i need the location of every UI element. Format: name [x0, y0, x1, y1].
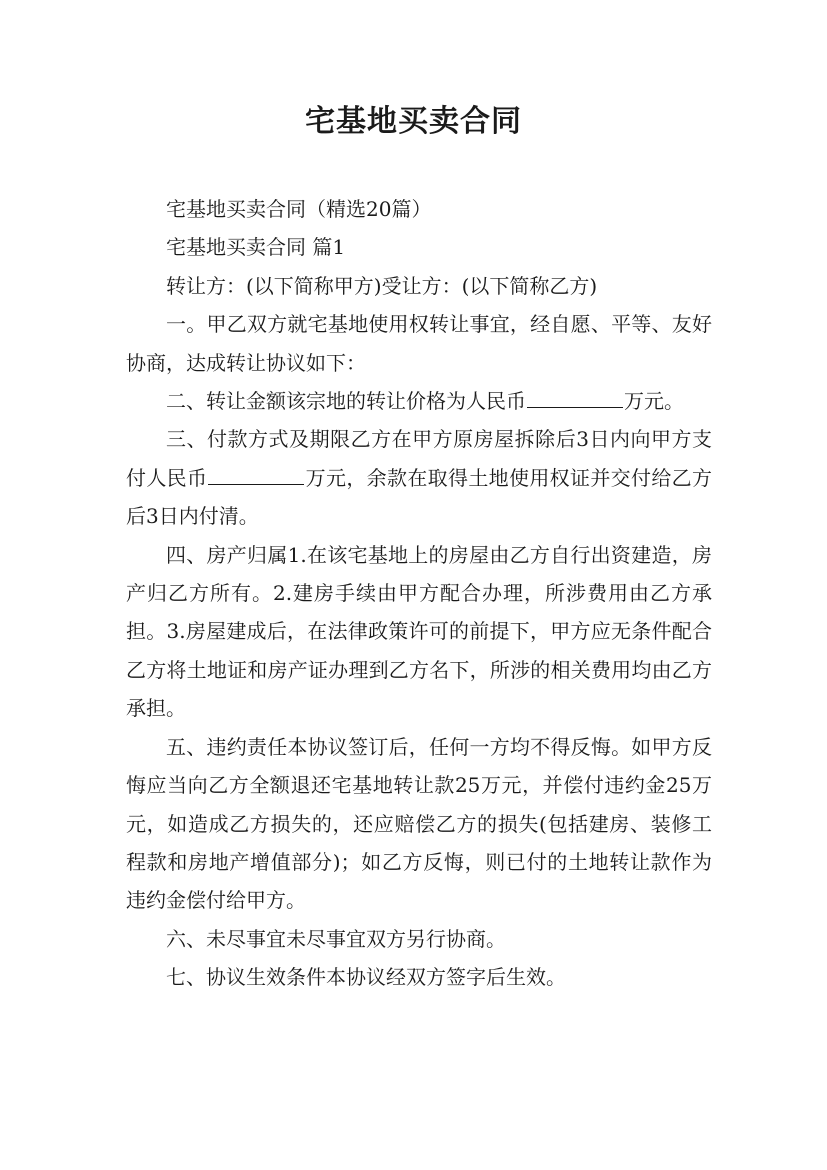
document-title: 宅基地买卖合同: [305, 104, 522, 139]
paragraph-clause-1: 一。甲乙双方就宅基地使用权转让事宜，经自愿、平等、友好协商，达成转让协议如下：: [126, 312, 712, 375]
paragraph-clause-5: 五、违约责任本协议签订后，任何一方均不得反悔。如甲方反悔应当向乙方全额退还宅基地转让款25万元，并偿付违约金25万元，如造成乙方损失的，还应赔偿乙方的损失(包括建房、装修工程款和房地产增值部分)；如乙方反悔，则已付的土地转让款作为违约金偿付给甲方。: [126, 734, 712, 913]
paragraph-clause-3: [126, 420, 712, 535]
amount-blank-line: [527, 385, 623, 408]
paragraph-parties: 转让方：(以下简称甲方)受让方：(以下简称乙方): [166, 273, 598, 298]
paragraph-clause-7: 七、协议生效条件本协议经双方签字后生效。: [166, 965, 566, 990]
paragraph-clause-2: [126, 382, 712, 420]
paragraph-section-heading: 宅基地买卖合同 篇1: [166, 235, 346, 260]
clause-3-text-after: 万元，余款在取得土地使用权证并交付给乙方后3日内付清。: [126, 465, 713, 529]
clause-3-text-before: 三、付款方式及期限乙方在甲方原房屋拆除后3日内向甲方支付人民币: [126, 427, 712, 490]
paragraph-clause-4: 四、房产归属1.在该宅基地上的房屋由乙方自行出资建造，房产归乙方所有。2.建房手续由甲方配合办理，所涉费用由乙方承担。3.房屋建成后，在法律政策许可的前提下，甲方应无条件配合乙方将土地证和房产证办理到乙方名下，所涉的相关费用均由乙方承担。: [126, 542, 712, 721]
payment-blank-line: [208, 462, 304, 485]
paragraph-clause-6: 六、未尽事宜未尽事宜双方另行协商。: [166, 926, 506, 951]
clause-2-text-after: 万元。: [624, 389, 684, 414]
clause-2-text-before: 二、转让金额该宗地的转让价格为人民币: [166, 389, 526, 414]
document-body: [126, 190, 712, 997]
paragraph-subtitle: 宅基地买卖合同（精选20篇）: [166, 197, 432, 221]
